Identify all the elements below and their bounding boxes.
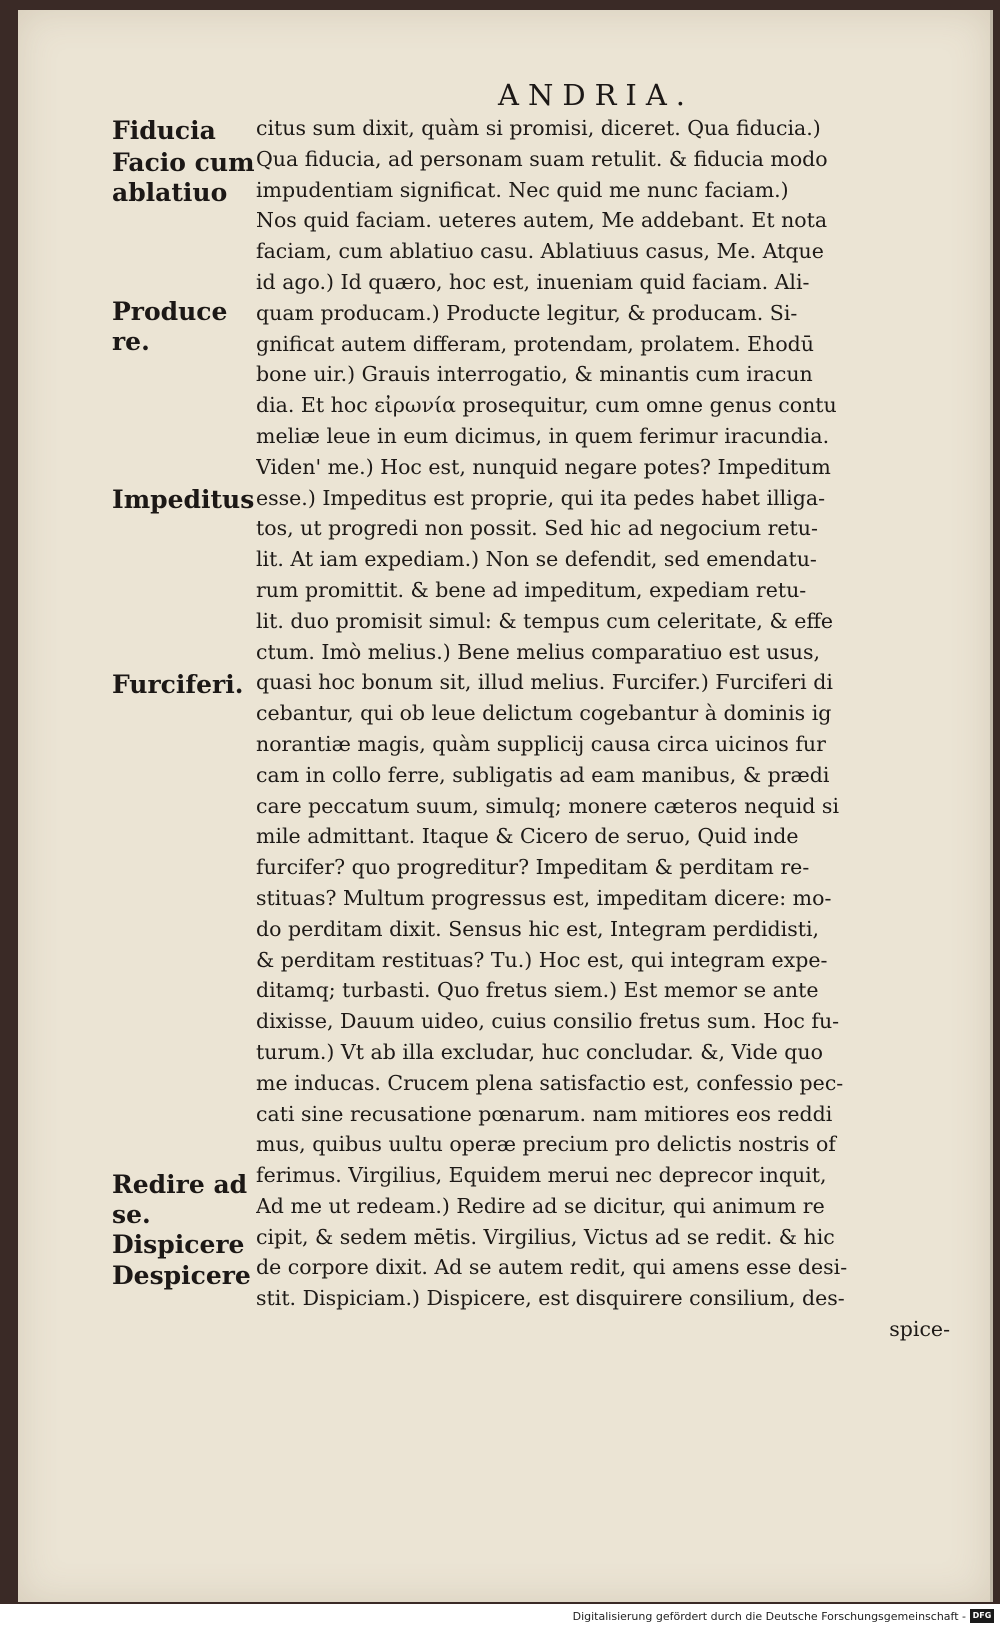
body-text — [256, 113, 956, 1345]
text-line: & perditam restituas? Tu.) Hoc est, qui integram expe- — [256, 947, 828, 972]
margin-note-producere: Produce re. — [112, 297, 228, 356]
text-line: rum promittit. & bene ad impeditum, expediam retu- — [256, 577, 807, 602]
text-line: quam producam.) Producte legitur, & producam. Si- — [256, 300, 798, 325]
catchword: spice- — [889, 1317, 950, 1342]
text-line: impudentiam significat. Nec quid me nunc faciam.) — [256, 177, 789, 202]
text-line: Ad me ut redeam.) Redire ad se dicitur, qui animum re — [256, 1193, 825, 1218]
text-line: stit. Dispiciam.) Dispicere, est disquirere consilium, des- — [256, 1286, 845, 1311]
dfg-logo: DFG — [970, 1609, 994, 1623]
text-line: lit. At iam expediam.) Non se defendit, sed emendatu- — [256, 547, 817, 572]
margin-note-impeditus: Impeditus — [112, 485, 255, 514]
text-line: esse.) Impeditus est proprie, qui ita pedes habet illiga- — [256, 485, 826, 510]
text-line: faciam, cum ablatiuo casu. Ablatiuus casus, Me. Atque — [256, 239, 824, 264]
margin-note-facio: Facio cum ablatiuo — [112, 148, 255, 207]
text-line: Nos quid faciam. ueteres autem, Me addebant. Et nota — [256, 208, 828, 233]
text-line: cam in collo ferre, subligatis ad eam manibus, & prædi — [256, 762, 830, 787]
margin-note-despicere: Despicere — [112, 1261, 251, 1290]
text-line: me inducas. Crucem plena satisfactio est, confessio pec- — [256, 1070, 844, 1095]
text-line: bone uir.) Grauis interrogatio, & minantis cum iracun — [256, 362, 813, 387]
text-line: id ago.) Id quæro, hoc est, inueniam quid faciam. Ali- — [256, 269, 810, 294]
text-line: cati sine recusatione pœnarum. nam mitiores eos reddi — [256, 1101, 833, 1126]
text-line: cebantur, qui ob leue delictum cogebantur à dominis ig — [256, 701, 832, 726]
text-line: quasi hoc bonum sit, illud melius. Furcifer.) Furciferi di — [256, 670, 833, 695]
text-line: Viden' me.) Hoc est, nunquid negare potes? Impeditum — [256, 454, 831, 479]
margin-note-fiducia: Fiducia — [112, 116, 216, 145]
text-line: Qua fiducia, ad personam suam retulit. & fiducia modo — [256, 146, 828, 171]
text-line: ditamq; turbasti. Quo fretus siem.) Est memor se ante — [256, 978, 819, 1003]
text-line: stituas? Multum progressus est, impeditam dicere: mo- — [256, 885, 832, 910]
text-line: gnificat autem differam, protendam, prolatem. Ehodū — [256, 331, 815, 356]
text-line: turum.) Vt ab illa excludar, huc concludar. &, Vide quo — [256, 1039, 823, 1064]
text-line: mile admittant. Itaque & Cicero de seruo, Quid inde — [256, 824, 799, 849]
text-line: ferimus. Virgilius, Equidem merui nec deprecor inquit, — [256, 1163, 827, 1188]
footer-credit: Digitalisierung gefördert durch die Deutsche Forschungsgemeinschaft - — [572, 1610, 966, 1623]
text-line: citus sum dixit, quàm si promisi, diceret. Qua fiducia.) — [256, 116, 821, 140]
margin-note-redire: Redire ad se. — [112, 1170, 248, 1229]
running-head: ANDRIA. — [498, 78, 695, 112]
text-line: ctum. Imò melius.) Bene melius comparatiuo est usus, — [256, 639, 821, 664]
text-line: do perditam dixit. Sensus hic est, Integram perdidisti, — [256, 916, 820, 941]
text-line: tos, ut progredi non possit. Sed hic ad negocium retu- — [256, 516, 818, 541]
text-line: lit. duo promisit simul: & tempus cum celeritate, & effe — [256, 608, 834, 633]
digitization-footer — [0, 1604, 1000, 1631]
margin-note-dispicere: Dispicere — [112, 1230, 245, 1259]
text-line: dixisse, Dauum uideo, cuius consilio fretus sum. Hoc fu- — [256, 1009, 840, 1034]
text-line: furcifer? quo progreditur? Impeditam & perditam re- — [256, 855, 810, 880]
text-line: cipit, & sedem mētis. Virgilius, Victus ad se redit. & hic — [256, 1224, 835, 1249]
text-line: meliæ leue in eum dicimus, in quem ferimur iracundia. — [256, 423, 830, 448]
text-line: norantiæ magis, quàm supplicij causa circa uicinos fur — [256, 731, 826, 756]
margin-note-furciferi: Furciferi. — [112, 670, 244, 699]
text-line: mus, quibus uultu operæ precium pro delictis nostris of — [256, 1132, 836, 1157]
text-line: care peccatum suum, simulq; monere cæteros nequid si — [256, 793, 839, 818]
text-line: de corpore dixit. Ad se autem redit, qui amens esse desi- — [256, 1255, 848, 1280]
text-line: dia. Et hoc εἰρωνία prosequitur, cum omne genus contu — [256, 393, 837, 418]
